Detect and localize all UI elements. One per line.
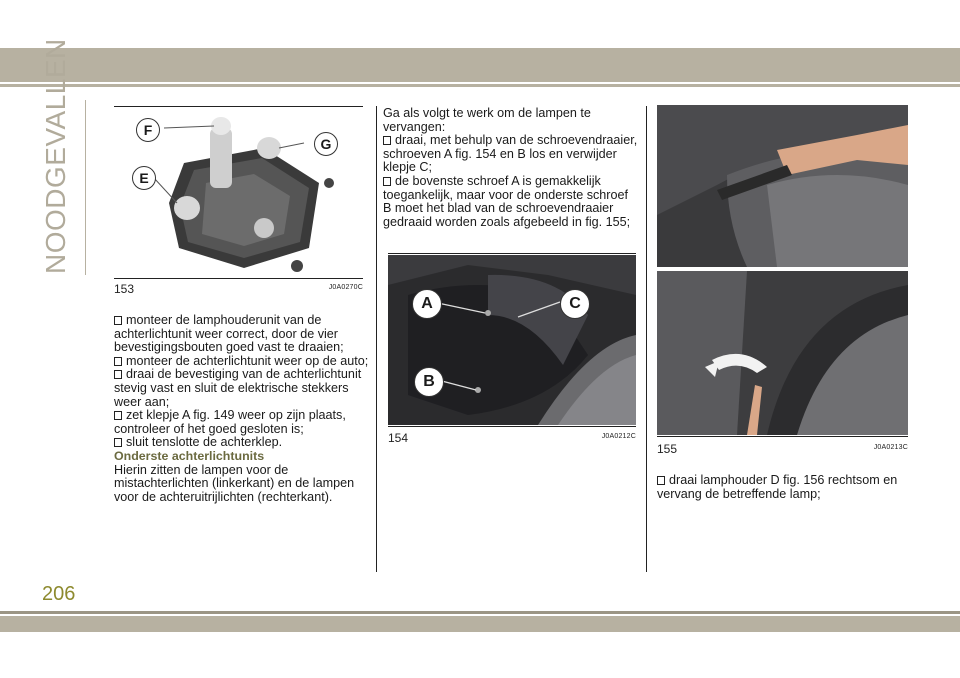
checkbox-icon — [114, 411, 122, 420]
figure-155-code: J0A0213C — [873, 444, 908, 451]
column-1 — [114, 314, 369, 504]
figure-154-caption — [388, 431, 636, 445]
column-3 — [657, 474, 913, 501]
figure-155-caption — [657, 442, 908, 456]
header-rule — [0, 84, 960, 87]
footer-band — [0, 616, 960, 632]
figure-154-code: J0A0212C — [601, 433, 636, 440]
callout-f: F — [136, 118, 160, 142]
figure-154-bottom-rule — [388, 426, 636, 427]
list-item: sluit tenslotte de achterklep. — [114, 436, 369, 450]
list-item: draai de bevestiging van de achterlichtunit stevig vast en sluit de elektrische stekkers weer aan; — [114, 367, 362, 409]
checkbox-icon — [383, 136, 391, 145]
checkbox-icon — [383, 177, 391, 186]
column-divider-1 — [376, 106, 377, 572]
figure-155-number: 155 — [657, 442, 678, 456]
section-title-rule — [85, 100, 86, 275]
checkbox-icon — [657, 476, 665, 485]
column-2 — [383, 107, 639, 229]
list-item: draai, met behulp van de schroevendraaier, schroeven A fig. 154 en B los en verwijder klepje C; — [383, 133, 638, 175]
figure-153-number: 153 — [114, 282, 135, 296]
figure-153-top-rule — [114, 106, 363, 107]
figure-153-bottom-rule — [114, 278, 363, 279]
list-item: monteer de lamphouderunit van de achterlichtunit weer correct, door de vier bevestigingsbouten goed vast te draaien; — [114, 313, 344, 355]
checkbox-icon — [114, 438, 122, 447]
figure-154-top-rule — [388, 253, 636, 254]
figure-154-image — [388, 255, 636, 425]
callout-a: A — [412, 289, 442, 319]
checkbox-icon — [114, 357, 122, 366]
header-band — [0, 48, 960, 82]
figure-153-image — [114, 108, 363, 276]
checkbox-icon — [114, 370, 122, 379]
figure-154-number: 154 — [388, 431, 409, 445]
top-margin — [0, 0, 960, 48]
callout-g: G — [314, 132, 338, 156]
list-item: draai lamphouder D fig. 156 rechtsom en vervang de betreffende lamp; — [657, 473, 898, 501]
intro-paragraph: Ga als volgt te werk om de lampen te vervangen: — [383, 106, 591, 134]
figure-153-caption — [114, 282, 363, 296]
page-number: 206 — [42, 583, 76, 605]
list-item: zet klepje A fig. 149 weer op zijn plaats, controleer of het goed gesloten is; — [114, 408, 346, 436]
paragraph: Hierin zitten de lampen voor de mistachterlichten (linkerkant) en de lampen voor de achteruitrijlichten (rechterkant). — [114, 462, 355, 504]
figure-153-code: J0A0270C — [328, 284, 363, 291]
column-divider-2 — [646, 106, 647, 572]
callout-c: C — [560, 289, 590, 319]
callout-e: E — [132, 166, 156, 190]
callout-b: B — [414, 367, 444, 397]
list-item: de bovenste schroef A is gemakkelijk toegankelijk, maar voor de onderste schroef B moet het blad van de schroevendraaier gedraaid worden zoals afgebeeld in fig. 155; — [383, 173, 631, 229]
section-title: NOODGEVALLEN — [40, 38, 71, 274]
figure-155-bottom-rule — [657, 436, 908, 437]
figure-155-image — [657, 105, 908, 435]
subheading: Onderste achterlichtunits — [114, 448, 265, 463]
checkbox-icon — [114, 316, 122, 325]
footer-rule — [0, 611, 960, 614]
list-item: monteer de achterlichtunit weer op de auto; — [114, 355, 369, 369]
